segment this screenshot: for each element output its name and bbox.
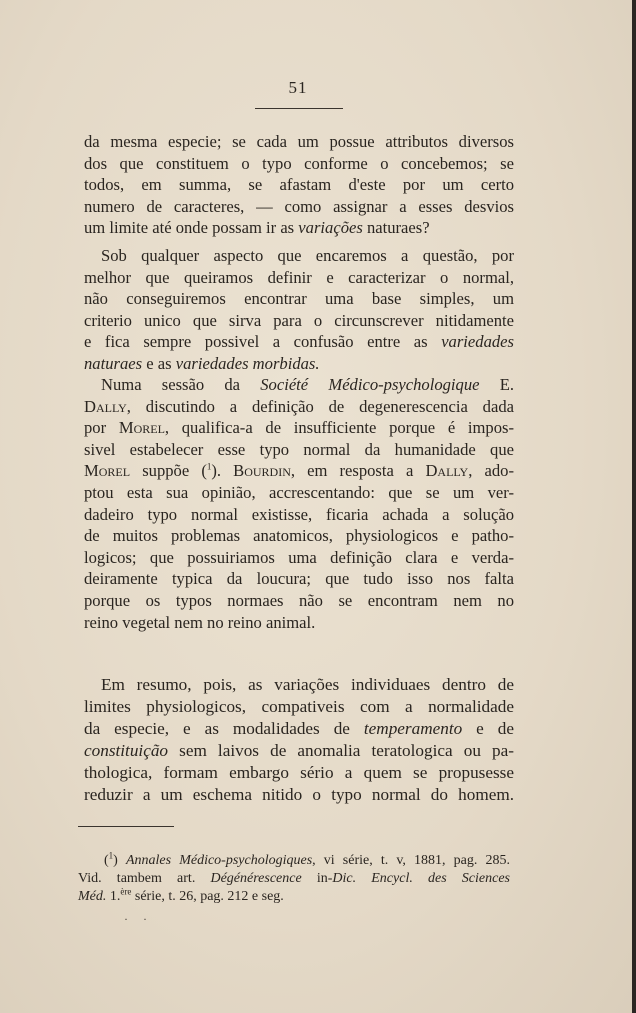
text-run: suppõe ( (130, 461, 207, 481)
text-line: deiramente typica da loucura; que tudo isso nos falta (84, 569, 514, 589)
footnote-rule (78, 826, 174, 827)
text-line (84, 417, 514, 439)
text-run: Vid. tambem art. (78, 871, 211, 886)
text-line (84, 740, 514, 762)
text-run: e fica sempre possivel a confusão entre as (84, 332, 442, 352)
footnote-marker: 1 (108, 850, 114, 861)
footnote-line (104, 852, 510, 870)
text-line: Sob qualquer aspecto que encaremos a questão, por (101, 246, 514, 265)
text-run: , ado- (468, 461, 514, 481)
italic-term: naturaes (84, 353, 143, 373)
author-name: Dally (425, 461, 469, 481)
text-run: , discutindo a definição de degenerescencia dada (126, 396, 514, 416)
footnote (78, 850, 511, 906)
text-run: E. (479, 375, 515, 394)
superscript: ère (120, 886, 132, 897)
text-line: reduzir a um eschema nitido o typo normal do homem. (84, 785, 514, 804)
italic-title: Annales Médico-psychologiques (125, 853, 313, 868)
text-line (84, 217, 514, 239)
text-line (84, 331, 514, 353)
author-name: Bourdin (233, 461, 291, 481)
text-run: série, t. 26, pag. 212 e seg. (131, 889, 284, 904)
italic-term: constituição (84, 741, 169, 760)
text-line: logicos; que possuiriamos uma definição clara e verda- (84, 547, 514, 567)
text-run: , qualifica-a de insufficiente porque é impos- (164, 418, 515, 438)
text-run: in- (301, 871, 333, 886)
text-line (84, 460, 514, 482)
text-line: reino vegetal nem no reino animal. (84, 612, 316, 632)
paragraph-2 (84, 245, 514, 375)
text-run: , em resposta a (290, 461, 426, 481)
italic-title: Dic. Encycl. des Sciences (332, 871, 510, 886)
italic-title: Méd. (78, 889, 107, 904)
text-line: Em resumo, pois, as variações individuaes dentro de (101, 675, 514, 694)
text-line: sivel estabelecer esse typo normal da humanidade que (84, 439, 514, 459)
italic-term: variedades morbidas. (175, 353, 320, 373)
author-name: Morel (84, 461, 131, 481)
text-line (84, 353, 514, 375)
text-line: ptou esta sua opinião, accrescentando: que se um ver- (84, 482, 514, 502)
footnote-line (78, 888, 510, 906)
text-line: melhor que queiramos definir e caracterizar o normal, (84, 267, 514, 287)
paragraph-1 (84, 131, 514, 239)
author-name: Morel (118, 418, 165, 438)
paragraph-4 (84, 674, 514, 806)
author-name: Dally (84, 396, 127, 416)
italic-term: temperamento (363, 719, 463, 738)
paragraph-3 (84, 374, 514, 633)
text-line: dadeiro typo normal existisse, ficaria achada a solução (84, 504, 514, 524)
text-line: não conseguiremos encontrar uma base simples, um (84, 289, 514, 309)
text-line: todos, em summa, se afastam d'este por um certo (84, 175, 514, 195)
text-line: thologica, formam embargo sério a quem se propusesse (84, 763, 514, 782)
text-run: Numa sessão da (101, 375, 261, 394)
header-rule (255, 108, 343, 109)
text-line (84, 374, 514, 396)
italic-term: variedades (441, 332, 514, 352)
text-run: e as (142, 353, 176, 373)
text-run: naturaes? (362, 218, 430, 238)
text-run: ( (104, 853, 109, 868)
text-run: ) (113, 853, 126, 868)
text-line: limites physiologicos, compativeis com a normalidade (84, 697, 514, 716)
text-run: um limite até onde possam ir as (84, 218, 299, 238)
text-line (84, 396, 514, 418)
printer-dots: · · (124, 912, 153, 926)
text-line: criterio unico que sirva para o circunscrever nitidamente (84, 310, 514, 330)
text-line: numero de caracteres, — como assignar a esses desvios (84, 196, 514, 216)
text-line: da mesma especie; se cada um possue attributos diversos (84, 132, 514, 151)
text-run: por (84, 418, 119, 438)
footnote-line (78, 870, 510, 888)
text-line (84, 718, 514, 740)
italic-title: Société Médico-psychologique (260, 375, 480, 394)
text-line: de muitos problemas anatomicos, physiologicos e patho- (84, 526, 514, 546)
text-run: da especie, e as modalidades de (84, 719, 364, 738)
italic-title: Dégénérescence (210, 871, 302, 886)
italic-term: variações (298, 218, 363, 238)
text-run: 1. (106, 889, 121, 904)
footnote-reference: 1 (206, 461, 212, 472)
page-number: 51 (288, 78, 308, 97)
text-run: , vi série, t. v, 1881, pag. 285. (312, 853, 511, 868)
text-run: sem laivos de anomalia teratologica ou pa- (168, 741, 514, 760)
text-line: porque os typos normaes não se encontram nem no (84, 590, 514, 610)
text-line: dos que constituem o typo conforme o concebemos; se (84, 153, 514, 173)
text-run: e de (462, 719, 514, 738)
text-run: ). (211, 461, 234, 481)
